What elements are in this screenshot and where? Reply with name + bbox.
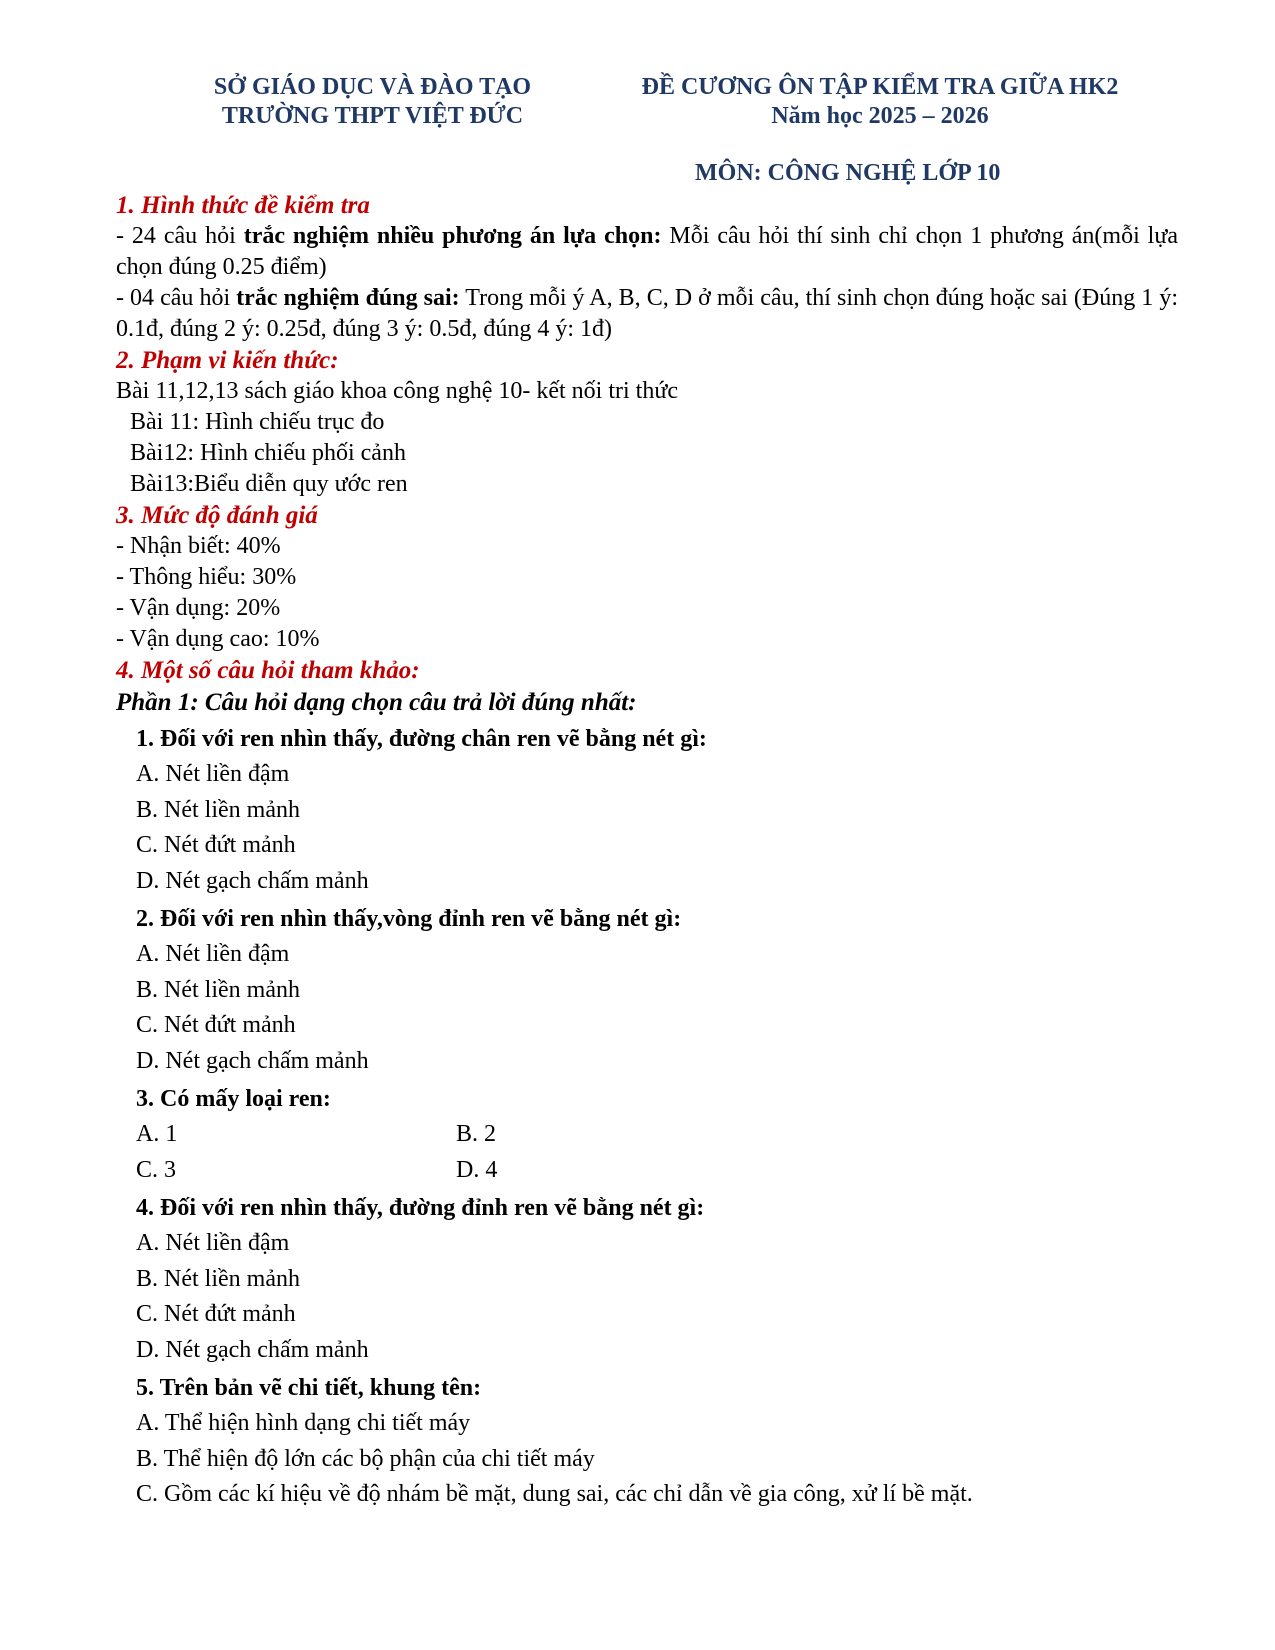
subject-title: MÔN: CÔNG NGHỆ LỚP 10: [695, 160, 1001, 186]
answer-option: A. Nét liền đậm: [136, 941, 290, 967]
item-text: Trong mỗi ý A, B, C, D ở mỗi câu, thí sinh chọn đúng hoặc sai (Đúng 1 ý: 0.1đ, đúng 2 ý: 0.25đ, đúng 3 ý: 0.5đ, đúng 4 ý: 1đ): [116, 285, 1178, 342]
section-2-intro: Bài 11,12,13 sách giáo khoa công nghệ 10- kết nối tri thức: [116, 378, 678, 404]
section-1-item-1: [116, 221, 1178, 283]
section-3-heading: 3. Mức độ đánh giá: [116, 502, 318, 529]
school-year: Năm học 2025 – 2026: [771, 103, 989, 129]
answer-option: B. Thể hiện độ lớn các bộ phận của chi tiết máy: [136, 1445, 595, 1472]
section-4-heading: 4. Một số câu hỏi tham khảo:: [116, 657, 420, 684]
answer-option: C. Nét đứt mảnh: [136, 1301, 296, 1327]
answer-option: A. Nét liền đậm: [136, 761, 290, 787]
section-1-heading: 1. Hình thức đề kiểm tra: [116, 192, 370, 219]
department-name: SỞ GIÁO DỤC VÀ ĐÀO TẠO: [213, 74, 532, 100]
question-2: 2. Đối với ren nhìn thấy,vòng đỉnh ren vẽ bằng nét gì:: [136, 906, 682, 932]
answer-option: C. 3: [136, 1156, 177, 1183]
answer-option: B. 2: [456, 1121, 497, 1147]
answer-option: C. Gồm các kí hiệu về độ nhám bề mặt, dung sai, các chỉ dẫn về gia công, xử lí bề mặt.: [136, 1481, 973, 1507]
level-item: - Thông hiểu: 30%: [116, 564, 297, 590]
answer-option: A. Nét liền đậm: [136, 1230, 290, 1256]
part-1-heading: Phần 1: Câu hỏi dạng chọn câu trả lời đúng nhất:: [116, 689, 637, 716]
level-item: - Vận dụng: 20%: [116, 595, 281, 621]
document-body: [116, 190, 1178, 1513]
question-1: 1. Đối với ren nhìn thấy, đường chân ren vẽ bằng nét gì:: [136, 726, 707, 752]
answer-option: D. Nét gạch chấm mảnh: [136, 1047, 369, 1074]
item-text: - 04 câu hỏi: [116, 285, 237, 311]
school-name: TRƯỜNG THPT VIỆT ĐỨC: [221, 103, 524, 129]
answer-row: [116, 1153, 1178, 1189]
lesson-item: Bài 11: Hình chiếu trục đo: [130, 409, 385, 435]
answer-option: D. Nét gạch chấm mảnh: [136, 1336, 369, 1363]
header-right: [600, 73, 1160, 131]
answer-option: B. Nét liền mảnh: [136, 1265, 300, 1292]
section-1-item-2: [116, 283, 1178, 345]
question-5: 5. Trên bản vẽ chi tiết, khung tên:: [136, 1375, 482, 1401]
answer-option: C. Nét đứt mảnh: [136, 1012, 296, 1038]
lesson-item: Bài13:Biểu diễn quy ước ren: [130, 471, 408, 497]
item-bold-text: trắc nghiệm nhiều phương án lựa chọn:: [243, 223, 662, 249]
level-item: - Nhận biết: 40%: [116, 533, 281, 559]
answer-row: [116, 1117, 1178, 1153]
item-text: - 24 câu hỏi: [116, 223, 244, 249]
question-3: 3. Có mấy loại ren:: [136, 1086, 331, 1112]
lesson-item: Bài12: Hình chiếu phối cảnh: [130, 440, 406, 466]
level-item: - Vận dụng cao: 10%: [116, 626, 320, 652]
document-title: ĐỀ CƯƠNG ÔN TẬP KIỂM TRA GIỮA HK2: [641, 74, 1119, 100]
answer-option: A. 1: [136, 1121, 178, 1147]
header-left: [175, 73, 570, 131]
answer-option: D. Nét gạch chấm mảnh: [136, 867, 369, 894]
question-4: 4. Đối với ren nhìn thấy, đường đỉnh ren vẽ bằng nét gì:: [136, 1195, 705, 1221]
answer-option: D. 4: [456, 1156, 498, 1183]
answer-option: B. Nét liền mảnh: [136, 796, 300, 823]
answer-option: B. Nét liền mảnh: [136, 976, 300, 1003]
section-2-heading: 2. Phạm vi kiến thức:: [116, 347, 339, 374]
item-text: Mỗi câu hỏi thí sinh chỉ chọn 1 phương án(mỗi lựa chọn đúng 0.25 điểm): [116, 223, 1178, 280]
answer-option: A. Thể hiện hình dạng chi tiết máy: [136, 1410, 471, 1436]
answer-option: C. Nét đứt mảnh: [136, 832, 296, 858]
item-bold-text: trắc nghiệm đúng sai:: [236, 285, 460, 311]
